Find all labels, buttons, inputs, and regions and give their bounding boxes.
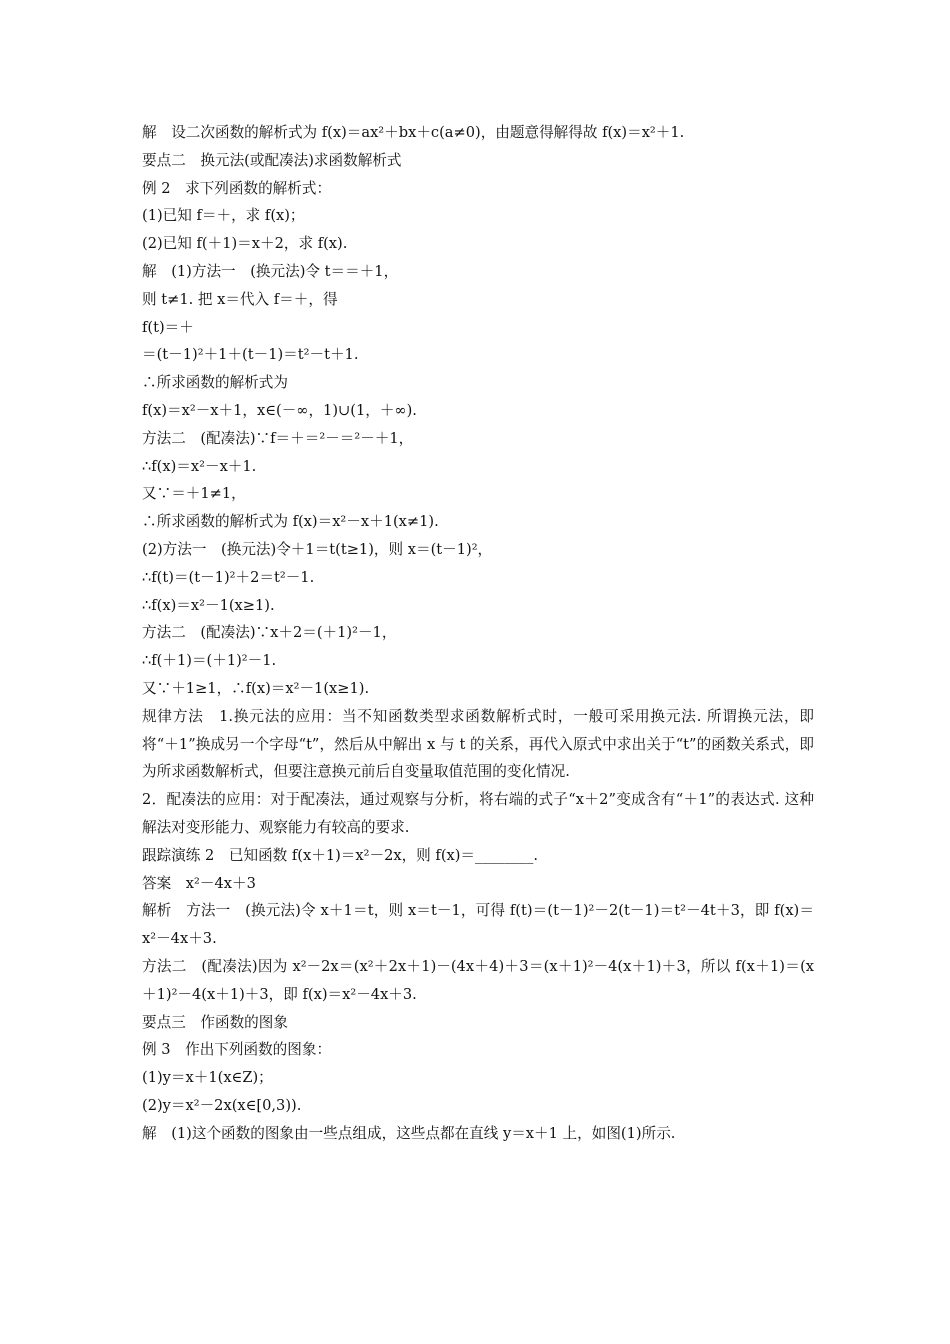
text-line: ∴f(x)＝x²－1(x≥1). xyxy=(142,596,275,614)
section-heading: 要点三 作函数的图象 xyxy=(142,1013,288,1031)
text-line: 解 (1)这个函数的图象由一些点组成，这些点都在直线 y＝x＋1 上，如图(1)所示. xyxy=(142,1124,676,1142)
method-paragraph: 规律方法 1.换元法的应用：当不知函数类型求函数解析式时，一般可采用换元法. 所谓换元法，即将“＋1”换成另一个字母“t”，然后从中解出 x 与 t 的关系，再代入原式中求出关于“t”的函数关系式，即为所求函数解析式，但要注意换元前后自变量取值范围的变化情况. xyxy=(142,707,814,781)
text-line: f(x)＝x²－x＋1，x∈(－∞，1)∪(1，＋∞). xyxy=(142,401,417,419)
text-line: 又∵＋1≥1，∴f(x)＝x²－1(x≥1). xyxy=(142,679,370,697)
text-line: ＝(t－1)²＋1＋(t－1)＝t²－t＋1. xyxy=(142,346,359,364)
text-line: 方法二 (配凑法)∵x＋2＝(＋1)²－1， xyxy=(142,624,397,642)
text-line: f(t)＝＋ xyxy=(142,318,194,336)
answer-line: 答案 x²－4x＋3 xyxy=(142,874,256,892)
text-line: 又∵＝＋1≠1， xyxy=(142,485,246,503)
example-heading: 例 2 求下列函数的解析式： xyxy=(142,179,332,197)
text-line: ∴所求函数的解析式为 xyxy=(142,374,288,392)
method-paragraph: 2．配凑法的应用：对于配凑法，通过观察与分析，将右端的式子“x＋2”变成含有“＋1”的表达式. 这种解法对变形能力、观察能力有较高的要求. xyxy=(142,791,814,836)
document-body xyxy=(142,119,814,1147)
exercise-heading: 跟踪演练 2 已知函数 f(x＋1)＝x²－2x，则 f(x)＝________. xyxy=(142,846,539,864)
analysis-paragraph: 方法二 (配凑法)因为 x²－2x＝(x²＋2x＋1)－(4x＋4)＋3＝(x＋1)²－4(x＋1)＋3，所以 f(x＋1)＝(x＋1)²－4(x＋1)＋3，即 f(x)＝x²－4x＋3. xyxy=(142,957,814,1003)
text-line: 方法二 (配凑法)∵f＝＋＝²－＝²－＋1， xyxy=(142,429,414,447)
text-line: 则 t≠1. 把 x＝代入 f＝＋，得 xyxy=(142,290,338,308)
text-line: ∴f(t)＝(t－1)²＋2＝t²－1. xyxy=(142,568,315,586)
text-line: (2)y＝x²－2x(x∈[0,3)). xyxy=(142,1096,302,1114)
text-line: (1)y＝x＋1(x∈Z)； xyxy=(142,1069,273,1087)
text-line: (2)方法一 (换元法)令＋1＝t(t≥1)，则 x＝(t－1)²， xyxy=(142,540,493,558)
text-line: ∴所求函数的解析式为 f(x)＝x²－x＋1(x≠1). xyxy=(142,513,439,531)
section-heading: 要点二 换元法(或配凑法)求函数解析式 xyxy=(142,151,402,169)
text-line: 解 设二次函数的解析式为 f(x)＝ax²＋bx＋c(a≠0)，由题意得解得故 f(x)＝x²＋1. xyxy=(142,124,685,141)
analysis-paragraph: 解析 方法一 (换元法)令 x＋1＝t，则 x＝t－1，可得 f(t)＝(t－1)²－2(t－1)＝t²－4t＋3，即 f(x)＝x²－4x＋3. xyxy=(142,902,814,948)
text-line: 解 (1)方法一 (换元法)令 t＝＝＋1， xyxy=(142,262,399,280)
example-heading: 例 3 作出下列函数的图象： xyxy=(142,1041,332,1059)
text-line: ∴f(＋1)＝(＋1)²－1. xyxy=(142,652,277,670)
text-line: (1)已知 f＝＋，求 f(x)； xyxy=(142,207,305,225)
text-line: (2)已知 f(＋1)＝x＋2，求 f(x). xyxy=(142,235,348,253)
text-line: ∴f(x)＝x²－x＋1. xyxy=(142,457,257,475)
